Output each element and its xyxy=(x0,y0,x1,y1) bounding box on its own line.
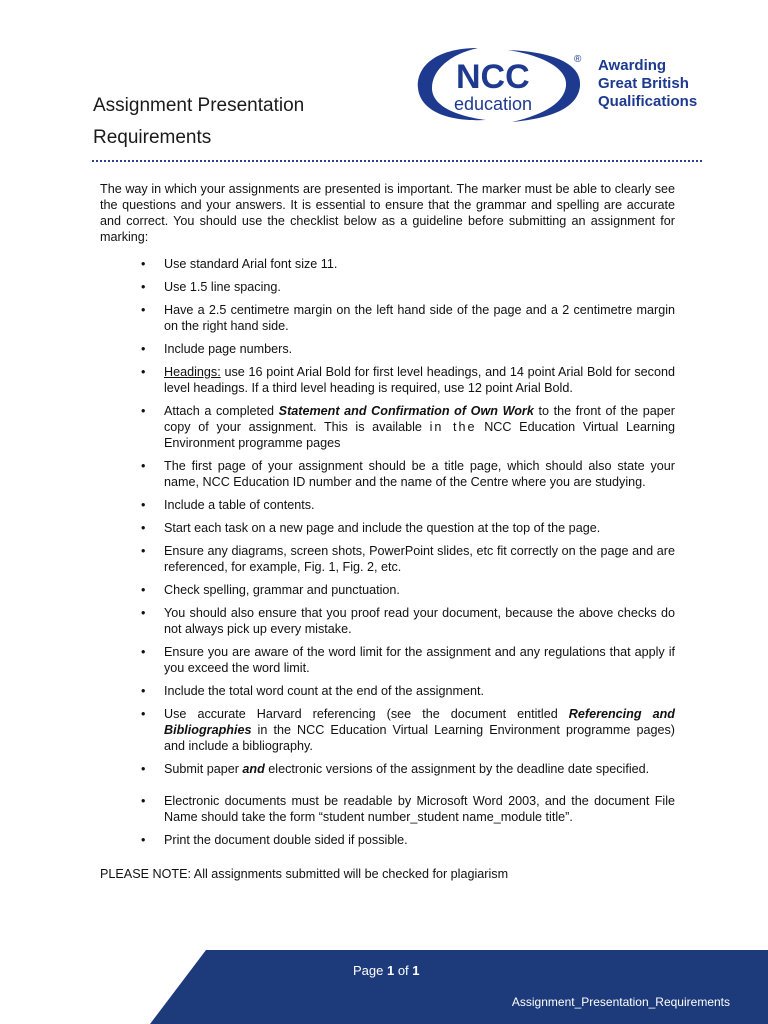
list-item: • Check spelling, grammar and punctuation. xyxy=(100,582,675,598)
list-item: • Use accurate Harvard referencing (see the document entitled Referencing and Bibliographies in the NCC Education Virtual Learning Environment programme pages) and include a bibliography. xyxy=(100,706,675,754)
logo-ncc: NCC xyxy=(456,58,530,96)
referencing-title: Referencing and Bibliographies xyxy=(164,707,675,737)
title-line-1: Assignment Presentation xyxy=(93,95,305,116)
list-item: • Include page numbers. xyxy=(100,341,675,357)
list-item: • Print the document double sided if possible. xyxy=(100,832,675,848)
list-item: • Start each task on a new page and include the question at the top of the page. xyxy=(100,520,675,536)
list-item: • Ensure you are aware of the word limit for the assignment and any regulations that apply if you exceed the word limit. xyxy=(100,644,675,676)
list-item: • The first page of your assignment should be a title page, which should also state your name, NCC Education ID number and the name of the Centre where you are studying. xyxy=(100,458,675,490)
list-item: • Include the total word count at the end of the assignment. xyxy=(100,683,675,699)
logo-tagline-3: Qualifications xyxy=(598,93,698,110)
logo-tagline-1: Awarding xyxy=(598,57,667,74)
and-emphasis: and xyxy=(242,762,265,776)
list-item: • Electronic documents must be readable by Microsoft Word 2003, and the document File Name should take the form “student number_student name_module title”. xyxy=(100,793,675,825)
title-line-2: Requirements xyxy=(93,127,212,148)
list-item: • Use 1.5 line spacing. xyxy=(100,279,675,295)
headings-label: Headings: xyxy=(164,365,221,379)
logo-education: education xyxy=(454,94,533,114)
list-item: • Ensure any diagrams, screen shots, PowerPoint slides, etc fit correctly on the page and are referenced, for example, Fig. 1, Fig. 2, etc. xyxy=(100,543,675,575)
list-item: • Attach a completed Statement and Confirmation of Own Work to the front of the paper copy of your assignment. This is available in the NCC Education Virtual Learning Environment programme pages xyxy=(100,403,675,451)
list-item: • Have a 2.5 centimetre margin on the left hand side of the page and a 2 centimetre margin on the right hand side. xyxy=(100,302,675,334)
list-item: • Include a table of contents. xyxy=(100,497,675,513)
plagiarism-note: PLEASE NOTE: All assignments submitted will be checked for plagiarism xyxy=(100,867,509,881)
logo-registered: ® xyxy=(574,54,582,65)
checklist xyxy=(100,256,675,855)
logo-tagline-2: Great British xyxy=(598,75,689,92)
list-item: • Headings: use 16 point Arial Bold for first level headings, and 14 point Arial Bold for second level headings. If a third level heading is required, use 12 point Arial Bold. xyxy=(100,364,675,396)
list-item: • You should also ensure that you proof read your document, because the above checks do not always pick up every mistake. xyxy=(100,605,675,637)
page-number: Page 1 of 1 xyxy=(353,963,420,978)
header-divider xyxy=(92,160,702,162)
footer-document-name: Assignment_Presentation_Requirements xyxy=(511,995,730,1009)
list-item: • Use standard Arial font size 11. xyxy=(100,256,675,272)
statement-title: Statement and Confirmation of Own Work xyxy=(278,404,534,418)
footer-band xyxy=(150,950,768,1024)
intro-paragraph: The way in which your assignments are presented is important. The marker must be able to clearly see the questions and your answers. It is essential to ensure that the grammar and spelling are accurate and correct. You should use the checklist below as a guideline before submitting an assignment for marking: xyxy=(100,182,675,244)
ncc-education-logo xyxy=(416,44,716,124)
list-item: • Submit paper and electronic versions of the assignment by the deadline date specified. xyxy=(100,761,675,777)
